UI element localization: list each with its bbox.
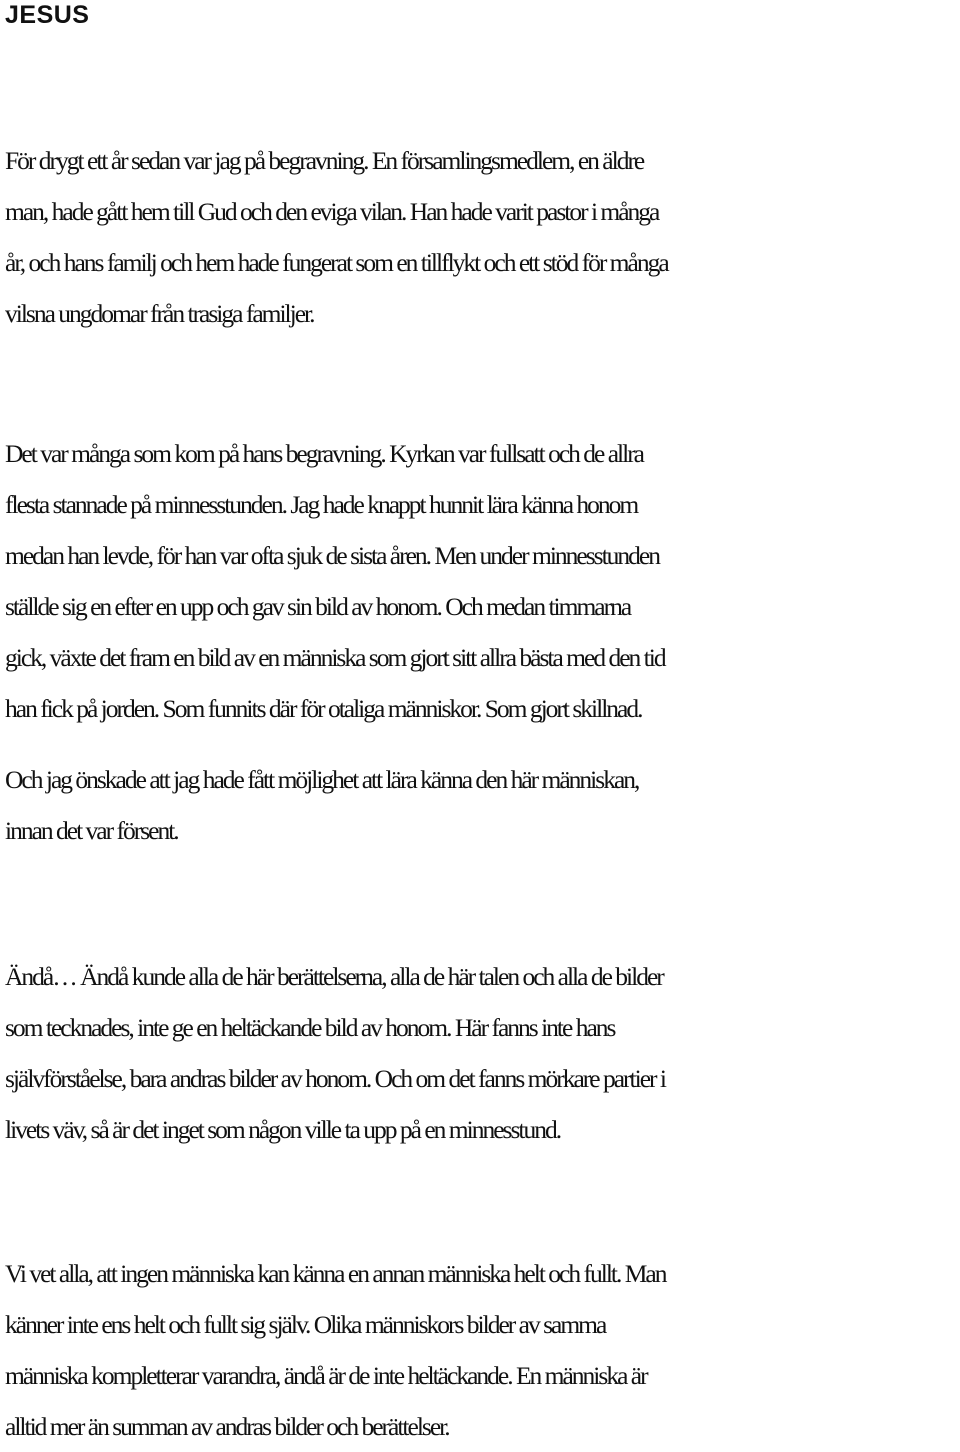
paragraph-1 [5,135,960,339]
document-title: JESUS [5,1,90,29]
paragraph-3 [5,754,960,856]
text-line: år, och hans familj och hem hade fungerat som en tillflykt och ett stöd för många [5,248,668,277]
text-line: flesta stannade på minnesstunden. Jag hade knappt hunnit lära känna honom [5,490,638,519]
paragraph-4 [5,951,960,1155]
text-line: människa kompletterar varandra, ändå är de inte heltäckande. En människa är [5,1361,647,1390]
text-line: Det var många som kom på hans begravning. Kyrkan var fullsatt och de allra [5,439,644,468]
text-line: livets väv, så är det inget som någon ville ta upp på en minnesstund. [5,1115,561,1144]
text-line: han fick på jorden. Som funnits där för otaliga människor. Som gjort skillnad. [5,694,642,723]
text-line: vilsna ungdomar från trasiga familjer. [5,299,314,328]
text-line: medan han levde, för han var ofta sjuk de sista åren. Men under minnesstunden [5,541,659,570]
text-line: Och jag önskade att jag hade fått möjlighet att lära känna den här människan, [5,765,639,794]
paragraph-5 [5,1248,960,1452]
text-line: som tecknades, inte ge en heltäckande bild av honom. Här fanns inte hans [5,1013,615,1042]
text-line: innan det var försent. [5,816,178,845]
text-line: Vi vet alla, att ingen människa kan känna en annan människa helt och fullt. Man [5,1259,666,1288]
text-line: man, hade gått hem till Gud och den eviga vilan. Han hade varit pastor i många [5,197,659,226]
text-line: självförståelse, bara andras bilder av honom. Och om det fanns mörkare partier i [5,1064,665,1093]
paragraph-2 [5,428,960,734]
text-line: gick, växte det fram en bild av en människa som gjort sitt allra bästa med den tid [5,643,665,672]
text-line: alltid mer än summan av andras bilder och berättelser. [5,1412,449,1441]
text-line: känner inte ens helt och fullt sig själv. Olika människors bilder av samma [5,1310,606,1339]
text-line: Ändå… Ändå kunde alla de här berättelserna, alla de här talen och alla de bilder [5,962,663,991]
text-line: ställde sig en efter en upp och gav sin bild av honom. Och medan timmarna [5,592,631,621]
text-line: För drygt ett år sedan var jag på begravning. En församlingsmedlem, en äldre [5,146,644,175]
